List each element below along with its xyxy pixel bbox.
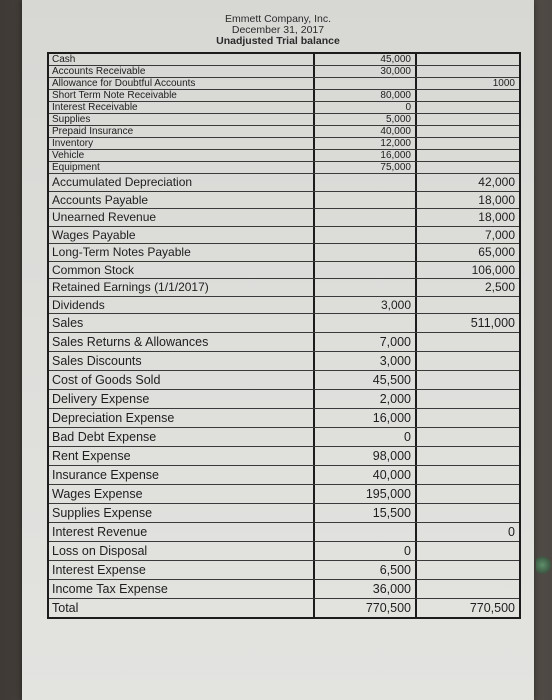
credit-amount: 770,500 — [469, 601, 515, 615]
debit-amount: 195,000 — [315, 485, 417, 503]
account-name: Interest Expense — [49, 561, 315, 579]
account-name: Inventory — [49, 138, 315, 149]
table-row — [49, 209, 519, 227]
debit-amount — [315, 209, 417, 226]
company-name: Emmett Company, Inc. — [224, 13, 331, 25]
report-date: December 31, 2017 — [231, 24, 325, 36]
table-row — [49, 78, 519, 90]
credit-amount — [417, 390, 519, 408]
table-row — [49, 54, 519, 66]
table-row — [49, 523, 519, 542]
table-row — [49, 297, 519, 315]
account-name: Cost of Goods Sold — [49, 371, 315, 389]
debit-amount — [315, 174, 417, 191]
debit-amount: 0 — [315, 542, 417, 560]
debit-amount: 16,000 — [315, 409, 417, 427]
table-row — [49, 162, 519, 174]
report-header — [22, 14, 534, 47]
credit-amount — [417, 447, 519, 465]
debit-amount: 2,000 — [315, 390, 417, 408]
report-title: Unadjusted Trial balance — [216, 35, 340, 47]
credit-amount: 18,000 — [478, 210, 515, 224]
debit-amount: 6,500 — [315, 561, 417, 579]
account-name: Bad Debt Expense — [49, 428, 315, 446]
debit-amount — [315, 523, 417, 541]
trial-balance-sheet — [22, 0, 534, 700]
credit-amount — [417, 504, 519, 522]
account-name: Depreciation Expense — [49, 409, 315, 427]
credit-amount: 65,000 — [478, 245, 515, 259]
trial-balance-table — [47, 52, 521, 619]
table-row — [49, 428, 519, 447]
debit-amount: 45,000 — [315, 54, 417, 65]
account-name: Retained Earnings (1/1/2017) — [49, 279, 315, 296]
credit-amount — [417, 66, 519, 77]
table-row — [49, 150, 519, 162]
credit-amount — [417, 371, 519, 389]
table-row — [49, 66, 519, 78]
debit-amount: 3,000 — [315, 352, 417, 370]
credit-amount: 0 — [508, 525, 515, 539]
credit-amount — [417, 333, 519, 351]
credit-amount — [417, 297, 519, 314]
account-name: Short Term Note Receivable — [49, 90, 315, 101]
table-row — [49, 192, 519, 210]
account-name: Allowance for Doubtful Accounts — [49, 78, 315, 89]
credit-amount — [417, 54, 519, 65]
account-name: Dividends — [49, 297, 315, 314]
debit-amount — [315, 244, 417, 261]
table-row — [49, 90, 519, 102]
debit-amount — [315, 227, 417, 244]
account-name: Interest Revenue — [49, 523, 315, 541]
debit-amount — [315, 192, 417, 209]
credit-amount — [417, 126, 519, 137]
account-name: Interest Receivable — [49, 102, 315, 113]
table-row — [49, 174, 519, 192]
debit-amount: 15,500 — [315, 504, 417, 522]
debit-amount: 12,000 — [315, 138, 417, 149]
debit-amount: 30,000 — [315, 66, 417, 77]
debit-amount: 98,000 — [315, 447, 417, 465]
table-row — [49, 314, 519, 333]
table-row — [49, 390, 519, 409]
credit-amount — [417, 561, 519, 579]
account-name: Supplies Expense — [49, 504, 315, 522]
credit-amount — [417, 580, 519, 598]
account-name: Accounts Payable — [49, 192, 315, 209]
table-row — [49, 244, 519, 262]
debit-amount — [315, 78, 417, 89]
debit-amount — [315, 314, 417, 332]
credit-amount — [417, 485, 519, 503]
credit-amount — [417, 162, 519, 173]
credit-amount — [417, 90, 519, 101]
account-name: Insurance Expense — [49, 466, 315, 484]
table-row — [49, 561, 519, 580]
debit-amount: 40,000 — [315, 126, 417, 137]
debit-amount: 16,000 — [315, 150, 417, 161]
debit-amount: 40,000 — [315, 466, 417, 484]
debit-amount: 5,000 — [315, 114, 417, 125]
table-row — [49, 485, 519, 504]
account-name: Wages Expense — [49, 485, 315, 503]
account-name: Income Tax Expense — [49, 580, 315, 598]
debit-amount — [315, 279, 417, 296]
account-name: Rent Expense — [49, 447, 315, 465]
table-row — [49, 542, 519, 561]
account-name: Vehicle — [49, 150, 315, 161]
account-name: Total — [49, 599, 315, 617]
table-row — [49, 333, 519, 352]
credit-amount — [417, 466, 519, 484]
account-name: Unearned Revenue — [49, 209, 315, 226]
credit-amount — [417, 409, 519, 427]
credit-amount: 511,000 — [470, 316, 515, 330]
account-name: Long-Term Notes Payable — [49, 244, 315, 261]
table-row — [49, 262, 519, 280]
debit-amount: 36,000 — [315, 580, 417, 598]
table-row — [49, 114, 519, 126]
account-name: Supplies — [49, 114, 315, 125]
account-name: Equipment — [49, 162, 315, 173]
table-row — [49, 126, 519, 138]
table-row — [49, 466, 519, 485]
credit-amount: 106,000 — [471, 262, 515, 277]
table-row — [49, 227, 519, 245]
debit-amount: 0 — [315, 428, 417, 446]
debit-amount: 0 — [315, 102, 417, 113]
total-row — [49, 599, 519, 617]
debit-amount: 45,500 — [315, 371, 417, 389]
table-row — [49, 352, 519, 371]
account-name: Delivery Expense — [49, 390, 315, 408]
account-name: Common Stock — [49, 262, 315, 279]
debit-amount — [315, 262, 417, 279]
credit-amount — [417, 114, 519, 125]
credit-amount: 2,500 — [484, 280, 515, 294]
account-name: Sales — [49, 314, 315, 332]
account-name: Accounts Receivable — [49, 66, 315, 77]
account-name: Loss on Disposal — [49, 542, 315, 560]
credit-amount — [417, 428, 519, 446]
table-row — [49, 102, 519, 114]
credit-amount: 7,000 — [484, 227, 515, 242]
table-row — [49, 371, 519, 390]
account-name: Sales Discounts — [49, 352, 315, 370]
account-name: Wages Payable — [49, 227, 315, 244]
account-name: Sales Returns & Allowances — [49, 333, 315, 351]
table-row — [49, 580, 519, 599]
debit-amount: 3,000 — [315, 297, 417, 314]
account-name: Prepaid Insurance — [49, 126, 315, 137]
credit-amount — [417, 542, 519, 560]
credit-amount: 18,000 — [478, 192, 515, 207]
debit-amount: 7,000 — [315, 333, 417, 351]
debit-amount: 80,000 — [315, 90, 417, 101]
debit-amount: 770,500 — [315, 599, 417, 617]
credit-amount — [417, 102, 519, 113]
credit-amount: 42,000 — [478, 175, 515, 189]
debit-amount: 75,000 — [315, 162, 417, 173]
table-row — [49, 138, 519, 150]
table-row — [49, 447, 519, 466]
account-name: Cash — [49, 54, 315, 65]
account-name: Accumulated Depreciation — [49, 174, 315, 191]
credit-amount — [417, 352, 519, 370]
credit-amount: 1000 — [492, 78, 515, 89]
table-row — [49, 279, 519, 297]
credit-amount — [417, 150, 519, 161]
table-row — [49, 504, 519, 523]
table-row — [49, 409, 519, 428]
credit-amount — [417, 138, 519, 149]
background-object — [536, 556, 552, 574]
